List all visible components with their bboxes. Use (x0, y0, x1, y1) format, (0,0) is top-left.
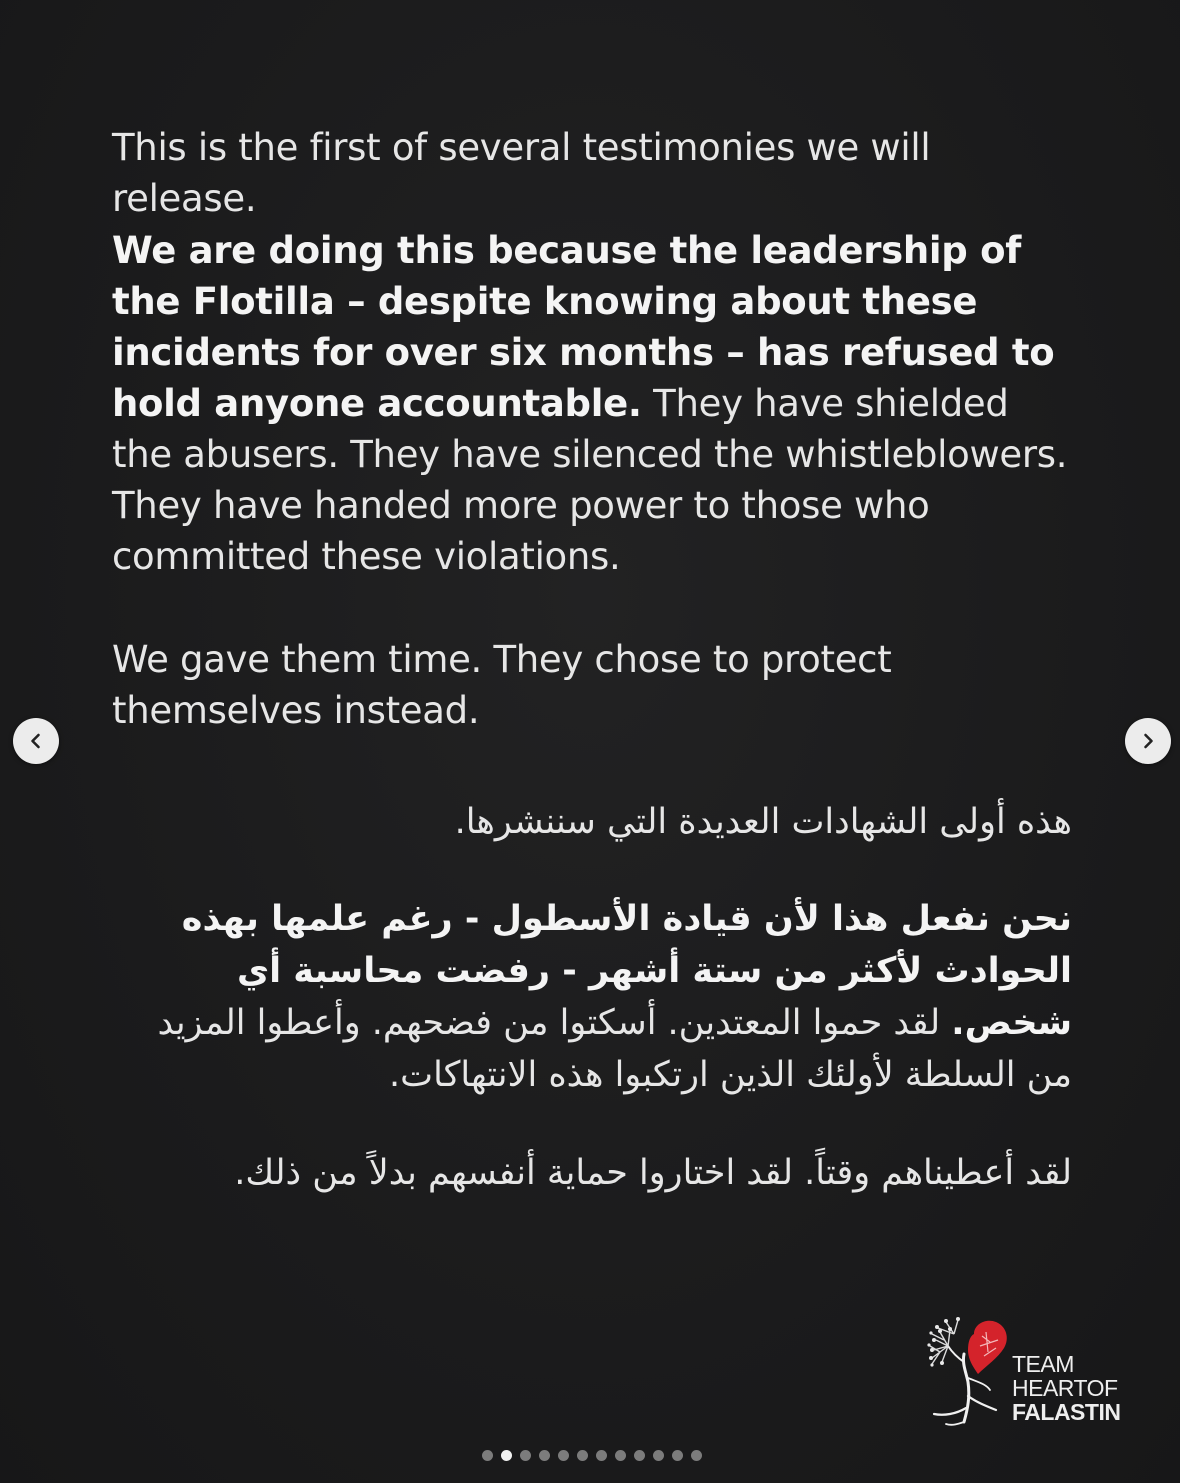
english-paragraph-accountability (112, 225, 1072, 582)
pagination-dot[interactable] (577, 1450, 588, 1461)
pagination-dot[interactable] (596, 1450, 607, 1461)
pagination-dot[interactable] (672, 1450, 683, 1461)
english-accountability-text: They have shielded the abusers. They have silenced the whistleblowers. They have handed more power to those who committed these violations. (112, 382, 1068, 578)
pagination-dot[interactable] (501, 1450, 512, 1461)
pagination-dot[interactable] (520, 1450, 531, 1461)
pagination-dot[interactable] (558, 1450, 569, 1461)
pagination-dot[interactable] (653, 1450, 664, 1461)
team-heart-of-falastin-logo (924, 1312, 1134, 1432)
arabic-accountability-bold-text: نحن نفعل هذا لأن قيادة الأسطول - رغم علمها بهذه الحوادث لأكثر من ستة أشهر - رفضت محاسبة أي شخص. (181, 899, 1072, 1043)
pagination-dot[interactable] (691, 1450, 702, 1461)
logo-line-falastin: FALASTIN (1012, 1399, 1121, 1425)
pagination-dot[interactable] (634, 1450, 645, 1461)
carousel-pagination (0, 1450, 1180, 1461)
logo-line-team: TEAM (1012, 1351, 1074, 1377)
arabic-intro-text: هذه أولى الشهادات العديدة التي سننشرها. (454, 802, 1072, 842)
chevron-right-icon (1138, 731, 1158, 751)
english-accountability-bold-text: We are doing this because the leadership of the Flotilla – despite knowing about these incidents for over six months – has refused to hold anyone accountable. (112, 229, 1055, 425)
english-paragraph-intro (112, 122, 1072, 224)
logo-wordmark (1012, 1352, 1120, 1424)
next-slide-button[interactable] (1125, 718, 1171, 764)
arabic-paragraph-conclusion (112, 1147, 1072, 1199)
heart-tree-icon (924, 1312, 1014, 1430)
english-paragraph-conclusion (112, 634, 1072, 736)
pagination-dot[interactable] (482, 1450, 493, 1461)
arabic-paragraph-accountability (112, 893, 1072, 1101)
previous-slide-button[interactable] (13, 718, 59, 764)
english-intro-text: This is the first of several testimonies we will release. (112, 126, 931, 220)
english-conclusion-text: We gave them time. They chose to protect themselves instead. (112, 638, 892, 732)
arabic-conclusion-text: لقد أعطيناهم وقتاً. لقد اختاروا حماية أنفسهم بدلاً من ذلك. (234, 1153, 1072, 1193)
arabic-paragraph-intro (112, 796, 1072, 848)
chevron-left-icon (26, 731, 46, 751)
pagination-dot[interactable] (615, 1450, 626, 1461)
pagination-dot[interactable] (539, 1450, 550, 1461)
arabic-accountability-text: لقد حموا المعتدين. أسكتوا من فضحهم. وأعطوا المزيد من السلطة لأولئك الذين ارتكبوا هذه الانتهاكات. (157, 1003, 1072, 1095)
logo-line-heartof: HEARTOF (1012, 1375, 1118, 1401)
